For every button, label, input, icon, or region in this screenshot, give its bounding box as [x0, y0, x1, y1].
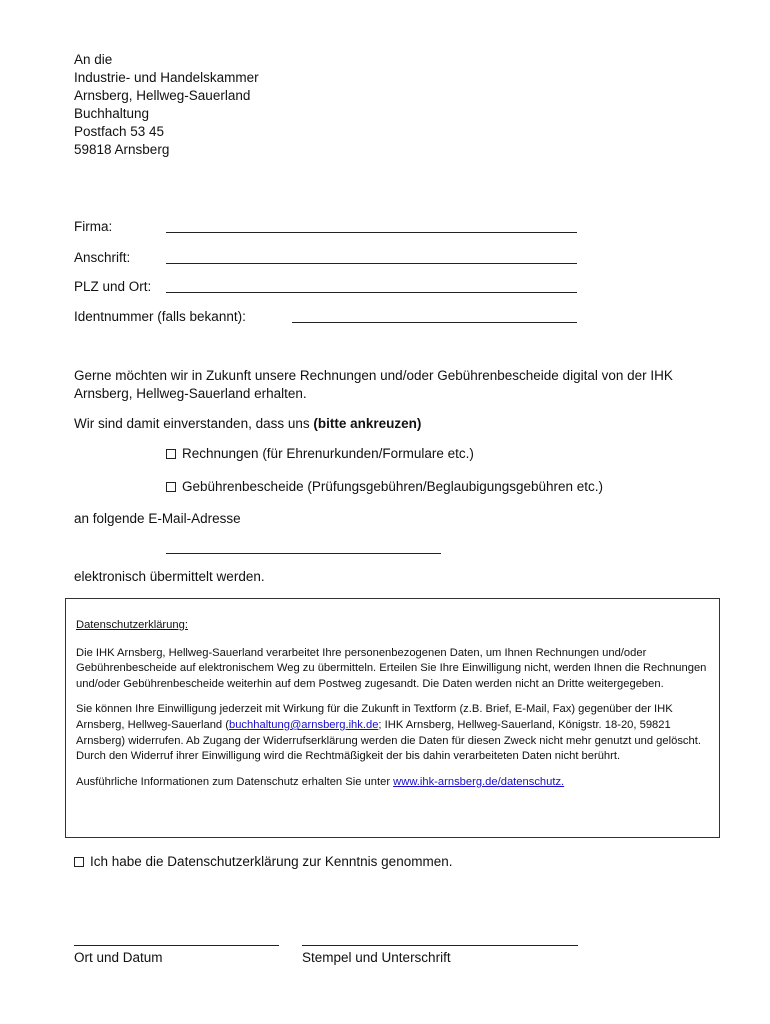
privacy-title: Datenschutzerklärung: — [76, 619, 188, 631]
firma-label: Firma: — [74, 219, 113, 234]
checkbox-gebuehren[interactable] — [166, 482, 176, 492]
option-rechnungen-label: Rechnungen (für Ehrenurkunden/Formulare etc.) — [182, 446, 474, 461]
ort-datum-label: Ort und Datum — [74, 950, 163, 965]
anschrift-field[interactable] — [166, 263, 577, 264]
option-gebuehren-label: Gebührenbescheide (Prüfungsgebühren/Beglaubigungsgebühren etc.) — [182, 479, 604, 494]
recipient-address — [74, 51, 259, 159]
checkbox-rechnungen[interactable] — [166, 449, 176, 459]
privacy-p2-a: Sie können Ihre Einwilligung jederzeit mit Wirkung für die Zukunft in Textform (z.B. Brief, E-Mail, Fax) gegenüber der IHK Arnsberg, Hellweg-Sauerland ( — [76, 703, 673, 731]
privacy-email-link[interactable]: buchhaltung@arnsberg.ihk.de — [228, 718, 379, 731]
unterschrift-field[interactable] — [302, 945, 578, 946]
privacy-box — [65, 598, 720, 838]
plz-ort-label: PLZ und Ort: — [74, 279, 152, 294]
email-label: an folgende E-Mail-Adresse — [74, 511, 241, 526]
unterschrift-label: Stempel und Unterschrift — [302, 950, 451, 965]
address-line: An die — [74, 52, 113, 67]
privacy-paragraph-3 — [76, 775, 710, 791]
address-line: Industrie- und Handelskammer — [74, 70, 259, 85]
privacy-website-link[interactable]: www.ihk-arnsberg.de/datenschutz. — [393, 775, 565, 788]
privacy-paragraph-1: Die IHK Arnsberg, Hellweg-Sauerland verarbeitet Ihre personenbezogenen Daten, um Ihnen Rechnungen und/oder Gebührenbescheide auf elektronischem Weg zu übermitteln. Erteilen Sie Ihre Einwilligung nicht, werden Ihnen die Rechnungen und/oder Gebührenbescheide weiterhin auf dem Postweg zugesandt. Die Daten werden nicht an Dritte weitergegeben. — [76, 646, 707, 690]
ack-label: Ich habe die Datenschutzerklärung zur Kenntnis genommen. — [90, 854, 453, 869]
privacy-p2-b: ; IHK Arnsberg, Hellweg-Sauerland, Königstr. 18-20, 59821 Arnsberg) widerrufen. Ab Zugang der Widerrufserklärung werden die Daten für diesen Zweck nicht mehr genutzt und gelöscht. Durch den Widerruf ihrer Einwilligung wird die Rechtmäßigkeit der bis dahin verarbeiteten Daten nicht berührt. — [76, 718, 701, 763]
address-line: Postfach 53 45 — [74, 124, 165, 139]
consent-bold: (bitte ankreuzen) — [313, 416, 422, 431]
option-gebuehren[interactable] — [166, 479, 603, 494]
address-line: 59818 Arnsberg — [74, 142, 170, 157]
identnummer-field[interactable] — [292, 322, 577, 323]
identnummer-label: Identnummer (falls bekannt): — [74, 309, 246, 324]
address-line: Arnsberg, Hellweg-Sauerland — [74, 88, 251, 103]
ack-row[interactable] — [74, 854, 452, 869]
electronic-text: elektronisch übermittelt werden. — [74, 569, 265, 584]
consent-text — [74, 415, 421, 433]
privacy-paragraph-2 — [76, 702, 710, 764]
consent-prefix: Wir sind damit einverstanden, dass uns — [74, 416, 314, 431]
plz-ort-field[interactable] — [166, 292, 577, 293]
firma-field[interactable] — [166, 232, 577, 233]
anschrift-label: Anschrift: — [74, 250, 131, 265]
address-line: Buchhaltung — [74, 106, 150, 121]
ort-datum-field[interactable] — [74, 945, 279, 946]
checkbox-ack[interactable] — [74, 857, 84, 867]
intro-text: Gerne möchten wir in Zukunft unsere Rechnungen und/oder Gebührenbescheide digital von der IHK Arnsberg, Hellweg-Sauerland erhalten. — [74, 368, 673, 401]
email-field[interactable] — [166, 553, 441, 554]
privacy-p3-a: Ausführliche Informationen zum Datenschutz erhalten Sie unter — [76, 775, 394, 788]
option-rechnungen[interactable] — [166, 446, 474, 461]
